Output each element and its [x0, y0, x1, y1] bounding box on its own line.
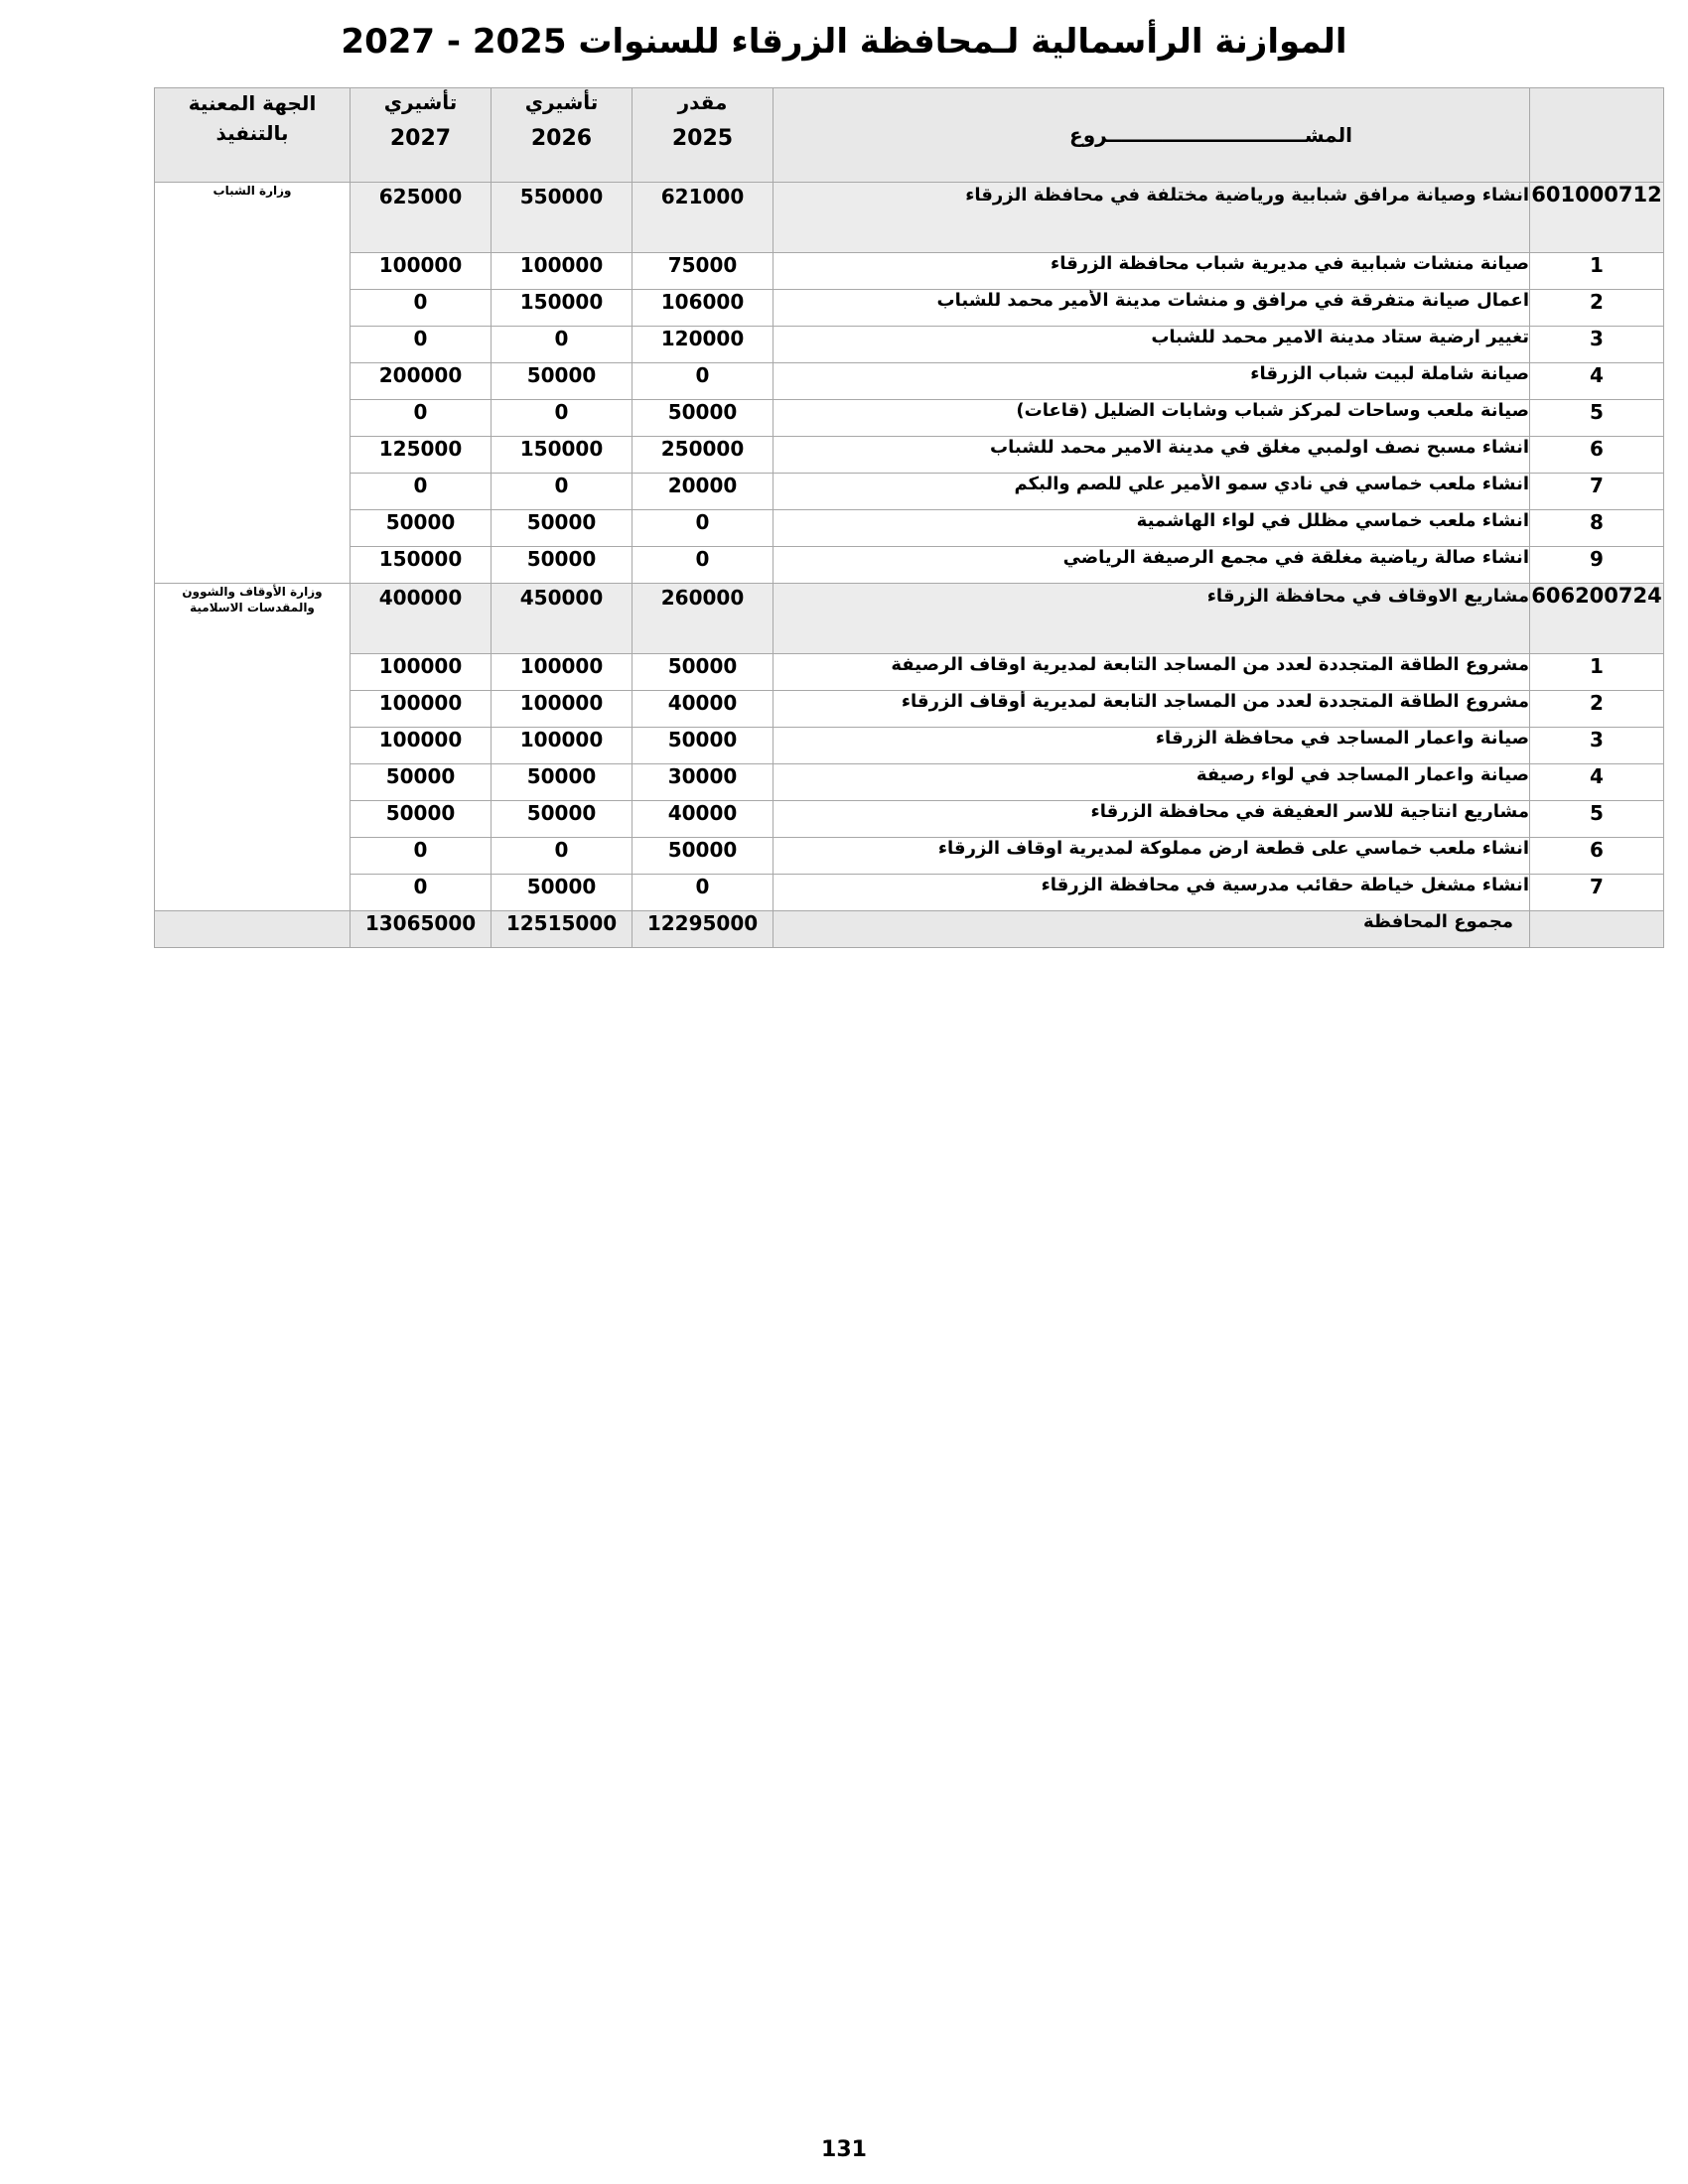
project-code: 601000712	[1530, 183, 1664, 253]
header-estimate-2025	[633, 88, 774, 183]
amount-2027: 0	[351, 290, 492, 327]
amount-2026: 450000	[492, 584, 633, 654]
total-dept-cell	[155, 911, 351, 948]
item-index: 5	[1530, 801, 1664, 838]
amount-2025: 40000	[633, 801, 774, 838]
project-group-row	[155, 183, 1664, 253]
project-name: انشاء وصيانة مرافق شبابية ورياضية مختلفة في محافظة الزرقاء	[774, 183, 1530, 253]
project-item-row	[155, 327, 1664, 363]
item-index: 1	[1530, 253, 1664, 290]
amount-2025: 30000	[633, 764, 774, 801]
amount-2027: 0	[351, 474, 492, 510]
amount-2026: 150000	[492, 437, 633, 474]
item-name: انشاء مشغل خياطة حقائب مدرسية في محافظة الزرقاء	[774, 875, 1530, 911]
header-estimate-year: 2025	[671, 126, 734, 151]
item-index: 3	[1530, 327, 1664, 363]
item-index: 3	[1530, 728, 1664, 764]
item-name: مشاريع انتاجية للاسر العفيفة في محافظة الزرقاء	[774, 801, 1530, 838]
amount-2027: 100000	[351, 691, 492, 728]
total-row	[155, 911, 1664, 948]
amount-2026: 150000	[492, 290, 633, 327]
total-label: مجموع المحافظة	[774, 911, 1530, 948]
amount-2025: 0	[633, 510, 774, 547]
amount-2025: 0	[633, 363, 774, 400]
item-index: 7	[1530, 875, 1664, 911]
item-name: انشاء صالة رياضية مغلقة في مجمع الرصيفة الرياضي	[774, 547, 1530, 584]
header-indicative-year: 2027	[389, 126, 452, 151]
amount-2025: 40000	[633, 691, 774, 728]
amount-2026: 50000	[492, 510, 633, 547]
project-item-row	[155, 363, 1664, 400]
amount-2025: 50000	[633, 654, 774, 691]
project-item-row	[155, 290, 1664, 327]
item-index: 8	[1530, 510, 1664, 547]
amount-2027: 625000	[351, 183, 492, 253]
total-2027: 13065000	[351, 911, 492, 948]
amount-2025: 50000	[633, 838, 774, 875]
item-name: انشاء ملعب خماسي مظلل في لواء الهاشمية	[774, 510, 1530, 547]
capital-budget-table	[154, 87, 1664, 948]
amount-2026: 50000	[492, 801, 633, 838]
amount-2026: 50000	[492, 764, 633, 801]
amount-2025: 106000	[633, 290, 774, 327]
amount-2026: 0	[492, 400, 633, 437]
amount-2027: 125000	[351, 437, 492, 474]
amount-2025: 621000	[633, 183, 774, 253]
amount-2026: 0	[492, 838, 633, 875]
item-index: 9	[1530, 547, 1664, 584]
item-name: انشاء مسبح نصف اولمبي مغلق في مدينة الامير محمد للشباب	[774, 437, 1530, 474]
executing-body: وزارة الشباب	[155, 183, 351, 584]
project-item-row	[155, 437, 1664, 474]
amount-2027: 50000	[351, 801, 492, 838]
amount-2026: 100000	[492, 728, 633, 764]
project-name: مشاريع الاوقاف في محافظة الزرقاء	[774, 584, 1530, 654]
amount-2025: 120000	[633, 327, 774, 363]
project-item-row	[155, 510, 1664, 547]
amount-2026: 50000	[492, 875, 633, 911]
item-index: 6	[1530, 437, 1664, 474]
item-name: تغيير ارضية ستاد مدينة الامير محمد للشباب	[774, 327, 1530, 363]
page-title: الموازنة الرأسمالية لـمحافظة الزرقاء للسنوات 2025 - 2027	[341, 22, 1347, 62]
amount-2027: 0	[351, 327, 492, 363]
item-name: مشروع الطاقة المتجددة لعدد من المساجد التابعة لمديرية اوقاف الرصيفة	[774, 654, 1530, 691]
item-index: 5	[1530, 400, 1664, 437]
amount-2026: 100000	[492, 691, 633, 728]
item-index: 2	[1530, 290, 1664, 327]
amount-2026: 0	[492, 327, 633, 363]
project-item-row	[155, 801, 1664, 838]
item-name: صيانة واعمار المساجد في محافظة الزرقاء	[774, 728, 1530, 764]
item-name: صيانة منشات شبابية في مديرية شباب محافظة الزرقاء	[774, 253, 1530, 290]
total-2026: 12515000	[492, 911, 633, 948]
item-name: اعمال صيانة متفرقة في مرافق و منشات مدينة الأمير محمد للشباب	[774, 290, 1530, 327]
item-index: 4	[1530, 764, 1664, 801]
header-indicative-label: تأشيري	[524, 90, 599, 114]
total-2025: 12295000	[633, 911, 774, 948]
item-name: صيانة ملعب وساحات لمركز شباب وشابات الضليل (قاعات)	[774, 400, 1530, 437]
amount-2027: 100000	[351, 253, 492, 290]
amount-2025: 50000	[633, 400, 774, 437]
amount-2027: 400000	[351, 584, 492, 654]
header-estimate-label: مقدر	[677, 90, 728, 114]
amount-2027: 0	[351, 875, 492, 911]
amount-2026: 0	[492, 474, 633, 510]
amount-2027: 200000	[351, 363, 492, 400]
total-code-cell	[1530, 911, 1664, 948]
item-name: انشاء ملعب خماسي على قطعة ارض مملوكة لمديرية اوقاف الزرقاء	[774, 838, 1530, 875]
project-item-row	[155, 400, 1664, 437]
amount-2025: 250000	[633, 437, 774, 474]
project-item-row	[155, 875, 1664, 911]
project-item-row	[155, 691, 1664, 728]
header-executing-body: الجهة المعنية بالتنفيذ	[155, 88, 351, 183]
amount-2025: 0	[633, 875, 774, 911]
amount-2025: 0	[633, 547, 774, 584]
project-item-row	[155, 474, 1664, 510]
amount-2025: 50000	[633, 728, 774, 764]
amount-2027: 50000	[351, 510, 492, 547]
item-index: 2	[1530, 691, 1664, 728]
amount-2026: 100000	[492, 253, 633, 290]
amount-2027: 50000	[351, 764, 492, 801]
project-group-row	[155, 584, 1664, 654]
executing-body: وزارة الأوقاف والشوون والمقدسات الاسلامية	[155, 584, 351, 911]
item-index: 7	[1530, 474, 1664, 510]
project-item-row	[155, 838, 1664, 875]
project-code: 606200724	[1530, 584, 1664, 654]
item-index: 6	[1530, 838, 1664, 875]
page-number: 131	[821, 2137, 867, 2162]
amount-2026: 100000	[492, 654, 633, 691]
amount-2027: 150000	[351, 547, 492, 584]
amount-2025: 20000	[633, 474, 774, 510]
project-item-row	[155, 547, 1664, 584]
project-item-row	[155, 654, 1664, 691]
project-item-row	[155, 253, 1664, 290]
header-indicative-year: 2026	[530, 126, 593, 151]
header-indicative-2027	[351, 88, 492, 183]
item-index: 1	[1530, 654, 1664, 691]
amount-2027: 100000	[351, 728, 492, 764]
item-name: صيانة واعمار المساجد في لواء رصيفة	[774, 764, 1530, 801]
header-indicative-2026	[492, 88, 633, 183]
project-item-row	[155, 764, 1664, 801]
amount-2025: 260000	[633, 584, 774, 654]
amount-2027: 0	[351, 838, 492, 875]
item-index: 4	[1530, 363, 1664, 400]
item-name: انشاء ملعب خماسي في نادي سمو الأمير علي للصم والبكم	[774, 474, 1530, 510]
item-name: صيانة شاملة لبيت شباب الزرقاء	[774, 363, 1530, 400]
header-project: المشـــــــــــــــــــــــــــــروع	[774, 88, 1530, 183]
header-code-cell	[1530, 88, 1664, 183]
table-header	[155, 88, 1664, 183]
amount-2025: 75000	[633, 253, 774, 290]
header-indicative-label: تأشيري	[383, 90, 458, 114]
amount-2026: 550000	[492, 183, 633, 253]
amount-2027: 0	[351, 400, 492, 437]
amount-2026: 50000	[492, 363, 633, 400]
amount-2026: 50000	[492, 547, 633, 584]
amount-2027: 100000	[351, 654, 492, 691]
item-name: مشروع الطاقة المتجددة لعدد من المساجد التابعة لمديرية أوقاف الزرقاء	[774, 691, 1530, 728]
project-item-row	[155, 728, 1664, 764]
